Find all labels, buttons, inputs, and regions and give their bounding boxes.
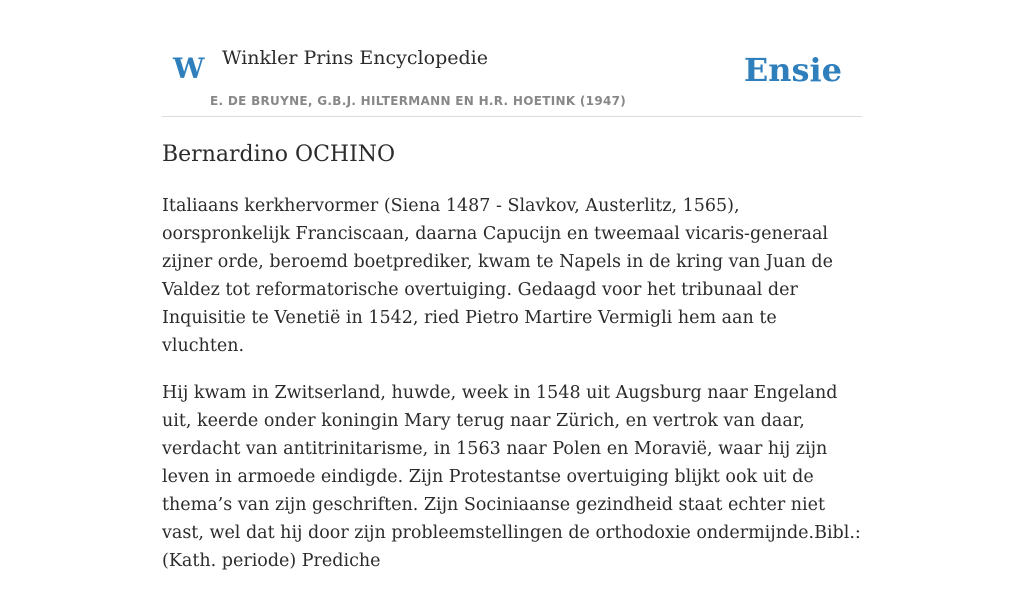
- publication-logo[interactable]: W: [173, 52, 205, 85]
- publication-title[interactable]: Winkler Prins Encyclopedie: [222, 47, 488, 69]
- page: [162, 0, 862, 571]
- header: [162, 0, 862, 117]
- brand-logo[interactable]: Ensie: [743, 51, 842, 89]
- publication-authors: E. DE BRUYNE, G.B.J. HILTERMANN EN H.R. HOETINK (1947): [210, 94, 627, 108]
- article-title: Bernardino OCHINO: [162, 142, 396, 167]
- article-body: [162, 192, 862, 594]
- article-paragraph: Hij kwam in Zwitserland, huwde, week in 1548 uit Augsburg naar Engeland uit, keerde onder koningin Mary terug naar Zürich, en vertrok van daar, verdacht van antitrinitarisme, in 1563 naar Polen en Moravië, waar hij zijn leven in armoede eindigde. Zijn Protestantse overtuiging blijkt ook uit de thema’s van zijn geschriften. Zijn Sociniaanse gezindheid staat echter niet vast, wel dat hij door zijn probleemstellingen de orthodoxie ondermijnde.Bibl.: (Kath. periode) Prediche: [162, 383, 861, 571]
- article-paragraph: Italiaans kerkhervormer (Siena 1487 - Slavkov, Austerlitz, 1565), oorspronkelijk Franciscaan, daarna Capucijn en tweemaal vicaris-generaal zijner orde, beroemd boetprediker, kwam te Napels in de kring van Juan de Valdez tot reformatorische overtuiging. Gedaagd voor het tribunaal der Inquisitie te Venetië in 1542, ried Pietro Martire Vermigli hem aan te vluchten.: [162, 196, 833, 356]
